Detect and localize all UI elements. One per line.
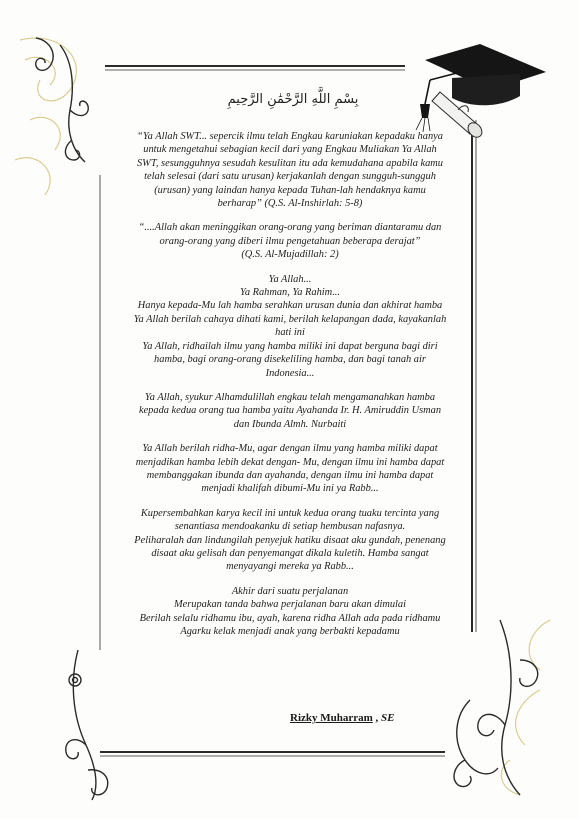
text-line: orang-orang yang diberi ilmu pengetahuan beberapa derajat” [159,235,421,247]
text-line: disaat aku gelisah dan penyemangat dikala kuletih. Hamba sangat [151,547,429,559]
swirl-ornament-bottom-left [66,650,108,800]
text-line: Ya Allah, ridhailah ilmu yang hamba miliki ini dapat berguna bagi diri [142,340,438,352]
text-line: Hanya kepada-Mu lah hamba serahkan urusan dunia dan akhirat hamba [137,300,443,312]
text-line: menjadi khalifah dibumi-Mu ini ya Rabb... [201,483,379,495]
signature-name: Rizky Muharram [290,712,373,724]
text-line: membanggakan ibunda dan ayahanda, dengan ilmu ini hamba dapat [146,469,434,481]
text-line: Ya Allah... [268,273,312,285]
text-line: Indonesia... [265,367,315,379]
text-line: Ya Allah, syukur Alhamdulillah engkau telah mengamanahkan hamba [144,391,436,403]
text-line: Kupersembahkan karya kecil ini untuk kedua orang tuaku tercinta yang [140,507,440,519]
dedication-block [92,507,488,574]
text-line: “Ya Allah SWT... sepercik ilmu telah Engkau karuniakan kepadaku hanya [137,131,443,142]
text-line: Berilah selalu ridhamu ibu, ayah, karena ridha Allah ada pada ridhamu [139,612,441,624]
prayer-block [92,273,488,380]
text-line: SWT, sesungguhnya sesudah kesulitan itu ada kemudahana apabila kamu [136,157,443,169]
text-line: hamba, bagi orang-orang disekeliling hamba, dan bagi tanah air [154,354,426,366]
text-line: Peliharalah dan lindungilah penyejuk hatiku disaat aku gundah, penenang [134,534,446,546]
quote-al-inshirah [92,130,488,210]
bismillah-calligraphy: بِسْمِ اللَّهِ الرَّحْمَٰنِ الرَّحِيمِ [227,92,359,107]
text-line: kepada kedua orang tua hamba yaitu Ayahanda Ir. H. Amiruddin Usman [138,405,442,417]
closing-block [92,585,488,639]
gratitude-block [92,391,488,431]
signature-separator: , [372,712,382,724]
signature [290,712,395,724]
text-line: Ya Allah berilah ridha-Mu, agar dengan ilmu yang hamba miliki dapat [142,443,438,455]
text-line: berharap” (Q.S. Al-Inshirlah: 5-8) [217,198,363,210]
graduation-cap-icon [416,44,546,132]
text-line: Agarku kelak menjadi anak yang berbakti kepadamu [180,626,400,637]
text-line: hati ini [275,327,305,339]
text-line: telah selesai (dari satu urusan) kerjakanlah dengan sungguh-sungguh [144,171,436,183]
text-line: Akhir dari suatu perjalanan [231,585,349,597]
swirl-ornament-top-left [36,38,89,162]
blessing-block [92,442,488,496]
text-line: dan Ibunda Almh. Nurbaiti [233,418,347,430]
text-line: senantiasa mendoakanku di setiap hembusan nafasnya. [174,521,406,533]
text-line: (Q.S. Al-Mujadillah: 2) [241,249,339,261]
text-line: untuk mengetahui sebagian kecil dari yang Engkau Muliakan Ya Allah [143,144,437,156]
text-line: “....Allah akan meninggikan orang-orang yang beriman diantaramu dan [138,222,442,234]
text-line: (urusan) yang laindan hanya kepada Tuhan-lah hendaknya kamu [154,184,426,196]
dedication-text [92,130,488,649]
text-line: menjadikan hamba lebih dekat dengan- Mu, dengan ilmu ini hamba dapat [135,456,445,468]
text-line: menyayangi mereka ya Rabb... [226,561,354,573]
quote-al-mujadillah [92,221,488,261]
text-line: Merupakan tanda bahwa perjalanan baru akan dimulai [173,599,407,611]
text-line: Ya Allah berilah cahaya dihati kami, berilah kelapangan dada, kayakanlah [133,313,447,325]
signature-degree: SE [381,712,395,724]
text-line: Ya Rahman, Ya Rahim... [240,287,340,299]
